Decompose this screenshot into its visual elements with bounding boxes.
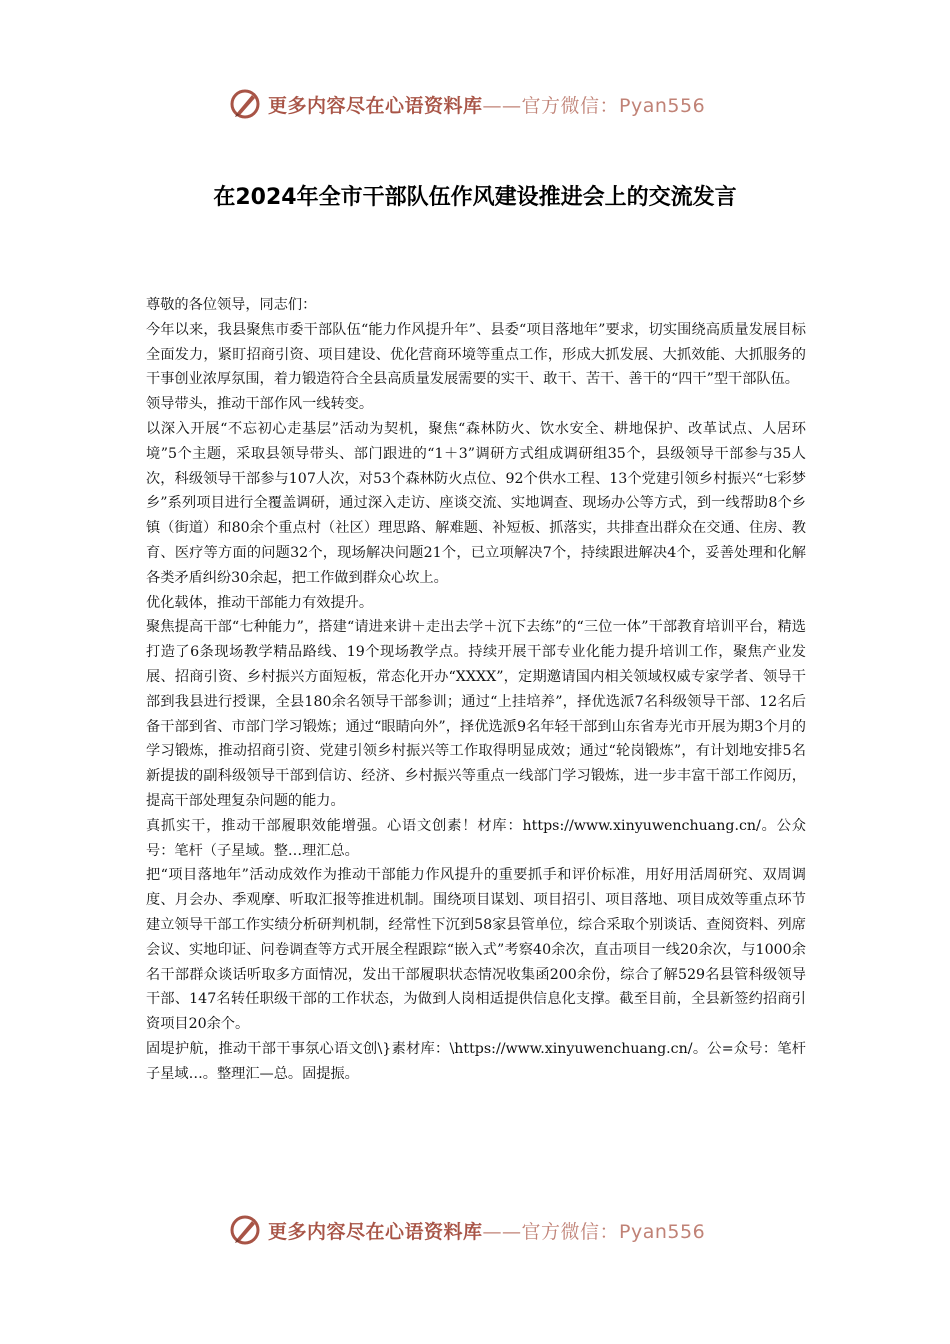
watermark-wechat-label: ——官方微信： — [482, 1220, 620, 1243]
watermark-text — [268, 91, 705, 118]
document-body — [146, 293, 806, 1087]
section-heading-optimize: 优化载体，推动干部能力有效提升。 — [146, 594, 374, 611]
header-watermark — [228, 84, 705, 124]
salutation: 尊敬的各位领导，同志们： — [146, 297, 317, 313]
footer-watermark — [228, 1210, 705, 1250]
watermark-brand: 更多内容尽在心语资料库 — [268, 1220, 483, 1243]
watermark-text — [268, 1217, 705, 1244]
section-heading-effectiveness-text: 真抓实干，推动干部履职效能增强。心语文创素！材库：https://www.xinyuwenchuang.cn/。公众号：笔杆（子星域。整…理汇总。 — [146, 817, 806, 859]
pen-logo-icon — [228, 1213, 262, 1247]
paragraph-optimize: 聚焦提高干部“七种能力”，搭建“请进来讲＋走出去学＋沉下去练”的“三位一体”干部教育培训平台，精选打造了6条现场教学精品路线、19个现场教学点。持续开展干部专业化能力提升培训工作，聚焦产业发展、招商引资、乡村振兴方面短板，常态化开办“XXXX”，定期邀请国内相关领域权威专家学者、领导干部到我县进行授课，全县180余名领导干部参训；通过“上挂培养”，择优选派7名科级领导干部、12名后备干部到省、市部门学习锻炼；通过“眼睛向外”，择优选派9名年轻干部到山东省寿光市开展为期3个月的学习锻炼，推动招商引资、党建引领乡村振兴等工作取得明显成效；通过“轮岗锻炼”，有计划地安排5名新提拔的副科级领导干部到信访、经济、乡村振兴等重点一线部门学习锻炼，进一步丰富干部工作阅历，提高干部处理复杂问题的能力。 — [146, 619, 806, 809]
paragraph-effectiveness: 把“项目落地年”活动成效作为推动干部能力作风提升的重要抓手和评价标准，用好用活周研究、双周调度、月会办、季观摩、听取汇报等推进机制。围绕项目谋划、项目招引、项目落地、项目成效等重点环节建立领导干部工作实绩分析研判机制，经常性下沉到58家县管单位，综合采取个别谈话、查阅资料、列席会议、实地印证、问卷调查等方式开展全程跟踪“嵌入式”考察40余次，直击项目一线20余次，与1000余名干部群众谈话听取多方面情况，发出干部履职状态情况收集函200余份，综合了解529名县管科级领导干部、147名转任职级干部的工作状态，为做到人岗相适提供信息化支撑。截至目前，全县新签约招商引资项目20余个。 — [146, 867, 806, 1033]
watermark-wechat-id: Pyan556 — [619, 94, 706, 117]
watermark-wechat-id: Pyan556 — [619, 1220, 706, 1243]
section-heading-safeguard-text: 固堤护航，推动干部干事氛心语文创\}素材库：\https://www.xinyuwenchuang.cn/。公=众号：笔杆子星域…。整理汇—总。固提振。 — [146, 1040, 806, 1082]
watermark-wechat-label: ——官方微信： — [482, 94, 620, 117]
watermark-brand: 更多内容尽在心语资料库 — [268, 94, 483, 117]
paragraph-leadership: 以深入开展“不忘初心走基层”活动为契机，聚焦“森林防火、饮水安全、耕地保护、改革试点、人居环境”5个主题，采取县领导带头、部门跟进的“1＋3”调研方式组成调研组35个，县级领导干部参与35人次，科级领导干部参与107人次，对53个森林防火点位、92个供水工程、13个党建引领乡村振兴“七彩梦乡”系列项目进行全覆盖调研，通过深入走访、座谈交流、实地调查、现场办公等方式，到一线帮助8个乡镇（街道）和80余个重点村（社区）理思路、解难题、补短板、抓落实，共排查出群众在交通、住房、教育、医疗等方面的问题32个，现场解决问题21个，已立项解决7个，持续跟进解决4个，妥善处理和化解各类矛盾纠纷30余起，把工作做到群众心坎上。 — [146, 420, 806, 586]
section-heading-safeguard — [146, 1037, 806, 1087]
section-heading-leadership: 领导带头，推动干部作风一线转变。 — [146, 396, 374, 413]
pen-logo-icon — [228, 87, 262, 121]
document-title: 在2024年全市干部队伍作风建设推进会上的交流发言 — [213, 185, 737, 210]
section-heading-effectiveness — [146, 814, 806, 864]
paragraph-intro: 今年以来，我县聚焦市委干部队伍“能力作风提升年”、县委“项目落地年”要求，切实围绕高质量发展目标全面发力，紧盯招商引资、项目建设、优化营商环境等重点工作，形成大抓发展、大抓效能、大抓服务的干事创业浓厚氛围，着力锻造符合全县高质量发展需要的实干、敢干、苦干、善干的“四干”型干部队伍。 — [146, 321, 806, 388]
